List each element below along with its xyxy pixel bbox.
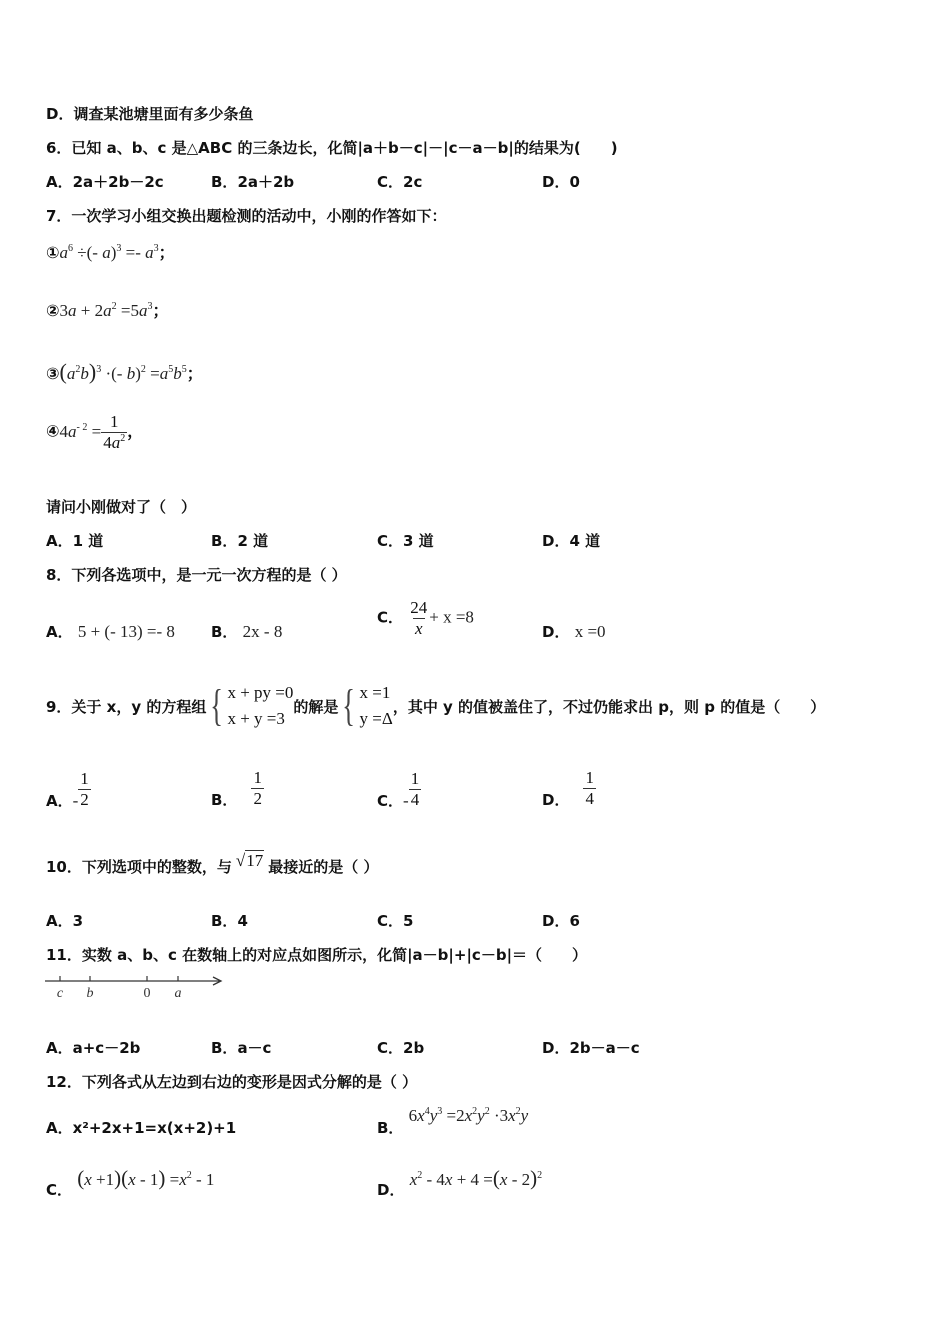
q8-option-a bbox=[46, 621, 175, 642]
stem-part: 9．关于 x，y 的方程组 bbox=[46, 697, 207, 716]
fraction: $\frac{1}{2}$ bbox=[80, 768, 89, 809]
fraction: $\frac{1}{4}$ bbox=[585, 768, 594, 808]
option-formula: $6x^4y^3 =2x^2y^2 \cdot 3x^2y$ bbox=[408, 1106, 529, 1125]
q6-option-c bbox=[377, 171, 422, 192]
option-text: 调查某池塘里面有多少条鱼 bbox=[73, 105, 254, 123]
option-label: D． bbox=[542, 1039, 570, 1057]
option-text: 4 道 bbox=[569, 532, 601, 550]
option-label: D． bbox=[46, 105, 74, 123]
q7-option-a bbox=[46, 530, 103, 551]
q7-item-3 bbox=[46, 359, 203, 385]
option-text: 1 道 bbox=[72, 532, 104, 550]
option-formula: + x =8 bbox=[429, 607, 474, 627]
q10-stem bbox=[46, 851, 378, 877]
formula-1: $a^6$ ÷(- $a)^3 =- a^3$ bbox=[59, 243, 159, 262]
option-label: B． bbox=[211, 912, 238, 930]
q6-option-a bbox=[46, 171, 164, 192]
option-label: B． bbox=[211, 791, 238, 809]
option-text: 2c bbox=[403, 173, 423, 191]
option-label: A． bbox=[46, 173, 73, 191]
option-label: A． bbox=[46, 912, 73, 930]
item-marker: ① bbox=[46, 243, 60, 262]
q11-option-c bbox=[377, 1037, 424, 1058]
option-formula: 5 + (- 13) =- 8 bbox=[77, 622, 175, 641]
q8-option-c bbox=[377, 598, 474, 638]
q11-option-d bbox=[542, 1037, 640, 1058]
stem-part: ，其中 y 的值被盖住了，不过仍能求出 p，则 p 的值是（ ） bbox=[392, 697, 826, 716]
q7-item-1 bbox=[46, 240, 175, 263]
q7-item-4 bbox=[46, 412, 143, 452]
equation-system-1: { x + py =0 x + y =3 bbox=[210, 681, 294, 731]
item-marker: ② bbox=[46, 301, 60, 320]
q12-option-c bbox=[46, 1166, 215, 1199]
q8-option-d bbox=[542, 621, 606, 642]
option-label: D． bbox=[542, 912, 570, 930]
q7-item-2 bbox=[46, 298, 169, 321]
option-text: 2a＋2b bbox=[237, 173, 295, 191]
q12-option-b bbox=[377, 1105, 529, 1137]
fraction: $\frac{1}{4}$ bbox=[410, 768, 420, 809]
option-label: B． bbox=[211, 623, 238, 641]
q12-option-a bbox=[46, 1117, 236, 1138]
option-text: 2b－a－c bbox=[569, 1039, 640, 1057]
option-text: 4 bbox=[237, 912, 248, 930]
option-label: C． bbox=[377, 173, 404, 191]
formula-2: $3a + 2a^2 =5a^3$ bbox=[59, 301, 153, 320]
q7-option-c bbox=[377, 530, 434, 551]
option-label: A． bbox=[46, 1119, 73, 1137]
axis-label-c: c bbox=[56, 986, 64, 1000]
q6-stem: 6．已知 a、b、c 是△ABC 的三条边长，化简|a＋b－c|－|c－a－b|的结果为( ) bbox=[46, 139, 618, 157]
option-formula: $x^2 - 4x + 4 =(x - 2)^2$ bbox=[409, 1166, 543, 1190]
q6-option-b bbox=[211, 171, 294, 192]
q10-option-b bbox=[211, 910, 248, 931]
stem-part: 最接近的是（ ） bbox=[268, 858, 379, 876]
q10-option-a bbox=[46, 910, 83, 931]
option-text: 6 bbox=[569, 912, 580, 930]
option-formula: x =0 bbox=[574, 622, 606, 641]
number-line-figure bbox=[44, 970, 226, 1000]
item-tail: ； bbox=[186, 364, 203, 383]
axis-label-0: 0 bbox=[143, 986, 151, 1000]
q7-option-d bbox=[542, 530, 600, 551]
q9-option-b bbox=[211, 767, 264, 810]
axis-label-a: a bbox=[174, 986, 182, 1000]
option-text: 3 bbox=[72, 912, 84, 930]
formula-4: $4a^{- 2}$ = bbox=[59, 421, 102, 441]
q12-option-d bbox=[377, 1166, 543, 1199]
option-label: B． bbox=[211, 1039, 238, 1057]
q9-stem bbox=[46, 680, 825, 733]
q8-option-b bbox=[211, 621, 282, 642]
option-label: A． bbox=[46, 623, 73, 641]
fraction: $\frac{1}{4a^2}$ bbox=[103, 412, 126, 452]
option-label: A． bbox=[46, 791, 73, 810]
option-label: B． bbox=[211, 532, 238, 550]
option-label: B． bbox=[211, 173, 238, 191]
equation-system-2: { x =1 y =Δ bbox=[342, 681, 393, 731]
square-root: √17 bbox=[235, 851, 264, 870]
option-text: 3 道 bbox=[403, 532, 434, 550]
option-text: 2b bbox=[403, 1039, 425, 1057]
option-label: C． bbox=[46, 1181, 73, 1199]
item-tail: ； bbox=[158, 243, 175, 262]
formula-3: $(a^2b)^3$ ·(- $b)^2 =a^5b^5$ bbox=[59, 359, 187, 384]
option-label: D． bbox=[542, 791, 570, 809]
q11-option-b bbox=[211, 1037, 271, 1058]
q7-question: 请问小刚做对了（ ） bbox=[46, 498, 197, 516]
q8-stem: 8．下列各选项中，是一元一次方程的是（ ） bbox=[46, 566, 347, 584]
option-text: x²+2x+1=x(x+2)+1 bbox=[72, 1119, 237, 1137]
option-formula: $(x +1)(x - 1) =x^2 - 1$ bbox=[77, 1166, 215, 1190]
q11-stem: 11．实数 a、b、c 在数轴上的对应点如图所示，化简|a－b|+|c－b|＝（ ） bbox=[46, 946, 588, 964]
q12-stem: 12．下列各式从左边到右边的变形是因式分解的是（ ） bbox=[46, 1073, 418, 1091]
q9-option-d bbox=[542, 767, 596, 810]
q10-option-c bbox=[377, 910, 413, 931]
item-marker: ④ bbox=[46, 421, 60, 441]
option-text: 5 bbox=[403, 912, 414, 930]
item-tail: ； bbox=[152, 301, 169, 320]
fraction: $\frac{1}{2}$ bbox=[253, 768, 262, 808]
q11-option-a bbox=[46, 1037, 140, 1058]
stem-part: 10．下列选项中的整数，与 bbox=[46, 858, 232, 876]
fraction: $\frac{24}{x}$ bbox=[410, 598, 428, 638]
option-text: a－c bbox=[237, 1039, 272, 1057]
q9-option-c: C． - $\frac{1}{4}$ bbox=[377, 768, 420, 810]
option-label: A． bbox=[46, 1039, 73, 1057]
option-label: C． bbox=[377, 608, 404, 627]
option-label: C． bbox=[377, 532, 404, 550]
q7-stem: 7．一次学习小组交换出题检测的活动中，小刚的作答如下： bbox=[46, 207, 447, 225]
item-marker: ③ bbox=[46, 364, 60, 383]
q6-option-d bbox=[542, 171, 580, 192]
option-text: 0 bbox=[569, 173, 580, 191]
option-text: 2 道 bbox=[237, 532, 269, 550]
option-label: C． bbox=[377, 912, 404, 930]
option-label: A． bbox=[46, 532, 73, 550]
option-formula: 2x - 8 bbox=[242, 622, 283, 641]
q5-option-d bbox=[46, 103, 253, 124]
option-text: 2a＋2b－2c bbox=[72, 173, 164, 191]
option-label: D． bbox=[542, 532, 570, 550]
option-label: B． bbox=[377, 1119, 404, 1137]
option-label: D． bbox=[542, 173, 570, 191]
axis-label-b: b bbox=[86, 986, 94, 1000]
option-text: a+c－2b bbox=[72, 1039, 141, 1057]
option-label: C． bbox=[377, 1039, 404, 1057]
q9-option-a: A． - $\frac{1}{2}$ bbox=[46, 768, 89, 810]
q10-option-d bbox=[542, 910, 580, 931]
option-label: D． bbox=[377, 1181, 405, 1199]
stem-part: 的解是 bbox=[293, 697, 339, 716]
item-tail: ， bbox=[127, 421, 144, 441]
option-label: D． bbox=[542, 623, 570, 641]
option-label: C． bbox=[377, 791, 404, 810]
q7-option-b bbox=[211, 530, 268, 551]
